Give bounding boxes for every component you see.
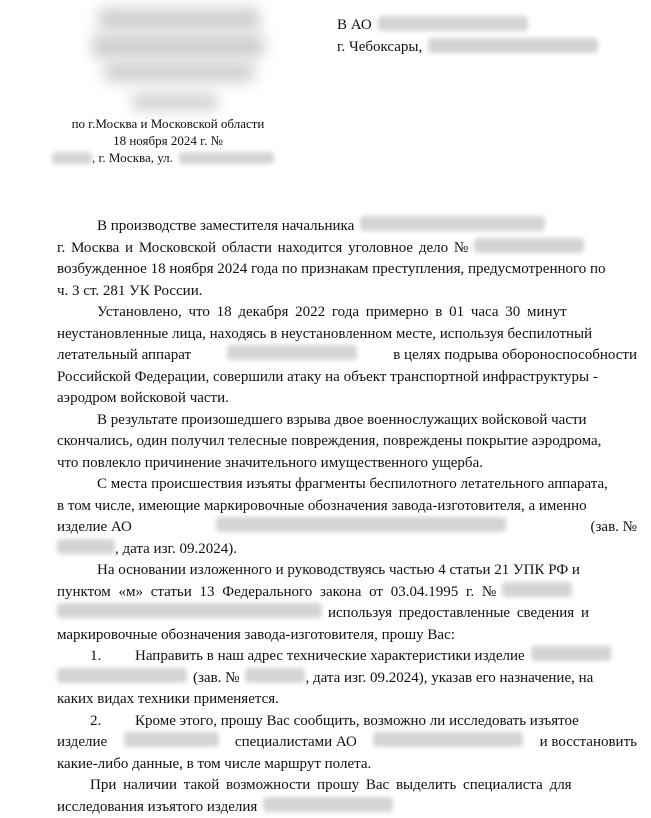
text-line: В результате произошедшего взрыва двое военнослужащих войсковой части (57, 410, 637, 432)
redacted-block (502, 582, 572, 597)
redacted-block (378, 16, 528, 31)
sender-region: по г.Москва и Московской области (63, 115, 273, 132)
text-line: летательный аппарат в целях подрыва обороноспособности (57, 345, 637, 367)
redacted-block (124, 732, 219, 747)
redacted-block (428, 38, 598, 53)
text-line: г. Москва и Московской области находится уголовное дело № (57, 238, 637, 260)
redacted-sender-header (98, 8, 260, 30)
redacted-block (57, 603, 322, 618)
redacted-block (179, 152, 274, 164)
text-line: каких видах техники применяется. (57, 689, 637, 711)
redacted-block (263, 797, 393, 812)
text-line: При наличии такой возможности прошу Вас выделить специалиста для (57, 775, 637, 797)
list-item-2: 2. Кроме этого, прошу Вас сообщить, возможно ли исследовать изъятое (57, 711, 637, 733)
text-line: С места происшествия изъяты фрагменты беспилотного летательного аппарата, (57, 474, 637, 496)
redacted-block (373, 732, 523, 747)
text-line: ч. 3 ст. 281 УК России. (57, 281, 637, 303)
letter-body (57, 216, 637, 818)
text-line: (зав. № , дата изг. 09.2024), указав его назначение, на (57, 668, 637, 690)
text-line: скончались, один получил телесные повреждения, повреждены покрытие аэродрома, (57, 431, 637, 453)
list-item-1: 1. Направить в наш адрес технические характеристики изделие (57, 646, 637, 668)
text-line: неустановленные лица, находясь в неустановленном месте, используя беспилотный (57, 324, 637, 346)
redacted-block (474, 238, 584, 253)
text-line: , дата изг. 09.2024). (57, 539, 637, 561)
recipient-line-1: В АО (337, 16, 528, 34)
text-line: исследования изъятого изделия (57, 797, 637, 818)
redacted-block (52, 152, 92, 164)
text-line: возбужденное 18 ноября 2024 года по признакам преступления, предусмотренного по (57, 259, 637, 281)
redacted-block (531, 646, 611, 661)
sender-date: 18 ноября 2024 г. № (63, 132, 273, 149)
text-line: что повлекло причинение значительного имущественного ущерба. (57, 453, 637, 475)
redacted-block (216, 517, 506, 532)
text-line: изделие специалистами АО и восстановить (57, 732, 637, 754)
redacted-block (245, 668, 305, 683)
redacted-block (57, 539, 115, 554)
text-line: Российской Федерации, совершили атаку на объект транспортной инфраструктуры - (57, 367, 637, 389)
text-line: маркировочные обозначения завода-изготовителя, прошу Вас: (57, 625, 637, 647)
redacted-block (57, 668, 187, 683)
text-line: аэродром войсковой части. (57, 388, 637, 410)
redacted-block (360, 216, 545, 231)
redacted-sender-header (104, 62, 254, 82)
text-line: В производстве заместителя начальника (57, 216, 637, 238)
text-line: пунктом «м» статьи 13 Федерального закона от 03.04.1995 г. № (57, 582, 637, 604)
redacted-block (227, 345, 357, 360)
text-line: На основании изложенного и руководствуясь частью 4 статьи 21 УПК РФ и (57, 560, 637, 582)
text-line: в том числе, имеющие маркировочные обозначения завода-изготовителя, а именно (57, 496, 637, 518)
text-line: изделие АО (зав. № (57, 517, 637, 539)
text-line: используя предоставленные сведения и (57, 603, 637, 625)
redacted-sender-header (92, 34, 264, 58)
recipient-line-2: г. Чебоксары, (337, 38, 598, 56)
text-line: Установлено, что 18 декабря 2022 года примерно в 01 часа 30 минут (57, 302, 637, 324)
sender-address: , г. Москва, ул. (52, 149, 274, 166)
redacted-sender-header (132, 94, 218, 110)
text-line: какие-либо данные, в том числе маршрут полета. (57, 754, 637, 776)
